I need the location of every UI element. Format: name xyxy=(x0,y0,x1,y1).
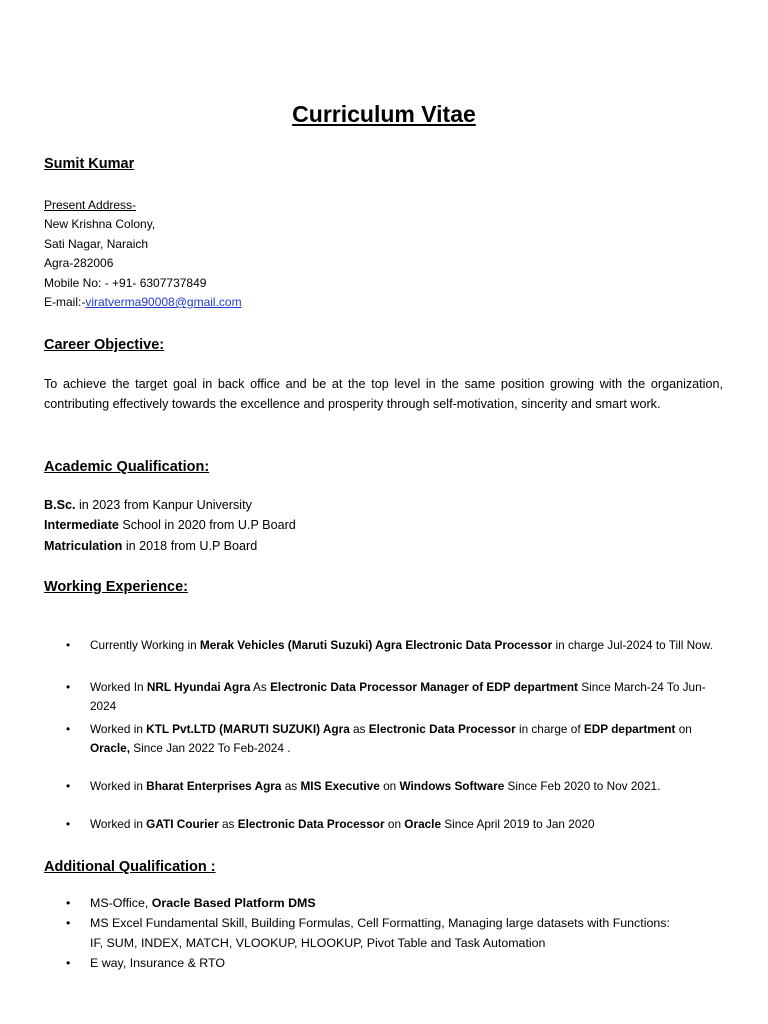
bold-text: Oracle xyxy=(404,817,442,831)
candidate-name: Sumit Kumar xyxy=(44,156,135,172)
bold-text: GATI Courier xyxy=(146,817,219,831)
address-line-3: Agra-282006 xyxy=(44,256,114,271)
email-label: E-mail:- xyxy=(44,295,86,310)
email-line xyxy=(44,293,242,312)
text: Worked In xyxy=(90,680,147,694)
text: Worked in xyxy=(90,722,147,736)
bold-text: Electronic Data Processor xyxy=(368,722,516,736)
experience-item xyxy=(44,678,724,715)
career-objective-text: To achieve the target goal in back office and be at the top level in the same position growing with the organization, contributing effectively towards the excellence and prosperity through self-motivation, sincerity and smart work. xyxy=(44,377,723,411)
bold-text: KTL Pvt.LTD (MARUTI SUZUKI) Agra xyxy=(146,722,350,736)
text: as xyxy=(218,817,238,831)
address-label: Present Address- xyxy=(44,198,137,212)
text: Worked in xyxy=(90,817,147,831)
text: in charge of xyxy=(515,722,584,736)
additional-list xyxy=(44,893,724,973)
text: as xyxy=(281,779,301,793)
text: in charge Jul-2024 to Till Now. xyxy=(552,638,713,652)
experience-item xyxy=(44,815,724,834)
experience-heading: Working Experience: xyxy=(44,579,188,595)
text: on xyxy=(379,779,400,793)
additional-item xyxy=(44,953,670,973)
text: on xyxy=(384,817,405,831)
bold-text: Electronic Data Processor Manager of EDP department xyxy=(270,680,578,694)
bold-text: MIS Executive xyxy=(300,779,380,793)
bold-text: EDP department xyxy=(583,722,676,736)
additional-item xyxy=(44,913,670,953)
text: on xyxy=(675,722,692,736)
academic-list xyxy=(44,495,296,556)
document-title: Curriculum Vitae xyxy=(292,101,476,127)
text: As xyxy=(250,680,271,694)
career-objective-heading: Career Objective: xyxy=(44,337,165,353)
text: Worked in xyxy=(90,779,147,793)
experience-item xyxy=(44,720,724,757)
experience-item xyxy=(44,777,724,796)
text: MS-Office, xyxy=(90,896,152,910)
academic-item: Matriculation in 2018 from U.P Board xyxy=(44,538,258,553)
bold-text: NRL Hyundai Agra xyxy=(146,680,251,694)
academic-item: B.Sc. in 2023 from Kanpur University xyxy=(44,498,252,512)
bold-text: Bharat Enterprises Agra xyxy=(146,779,282,793)
text: Since April 2019 to Jan 2020 xyxy=(441,817,595,831)
text: E way, Insurance & RTO xyxy=(90,956,225,970)
text: Currently Working in xyxy=(90,638,200,652)
mobile-number: Mobile No: - +91- 6307737849 xyxy=(44,275,207,290)
bold-text: Oracle, xyxy=(90,740,131,755)
text: Since Jan 2022 To Feb-2024 . xyxy=(130,740,291,755)
academic-heading: Academic Qualification: xyxy=(44,459,210,475)
address-line-2: Sati Nagar, Naraich xyxy=(44,236,149,251)
experience-item xyxy=(44,636,724,655)
bold-text: Oracle Based Platform DMS xyxy=(151,896,316,910)
text: MS Excel Fundamental Skill, Building Formulas, Cell Formatting, Managing large datasets with Functions: IF, SUM, INDEX, MATCH, VLOOKUP, HLOOKUP, Pivot Table and Task Automation xyxy=(90,916,670,950)
bold-text: Electronic Data Processor xyxy=(237,817,385,831)
additional-item xyxy=(44,893,670,913)
academic-item: Intermediate School in 2020 from U.P Board xyxy=(44,518,296,533)
email-link[interactable]: viratverma90008@gmail.com xyxy=(85,295,242,310)
text: as xyxy=(349,722,369,736)
text: Since March-24 To Jun-2024 xyxy=(90,680,706,713)
address-line-1: New Krishna Colony, xyxy=(44,217,156,232)
text: Since Feb 2020 to Nov 2021. xyxy=(504,779,661,793)
bold-text: Windows Software xyxy=(399,779,505,793)
bold-text: Merak Vehicles (Maruti Suzuki) Agra Electronic Data Processor xyxy=(199,638,553,652)
additional-heading: Additional Qualification : xyxy=(44,859,216,875)
address-block xyxy=(44,196,242,312)
